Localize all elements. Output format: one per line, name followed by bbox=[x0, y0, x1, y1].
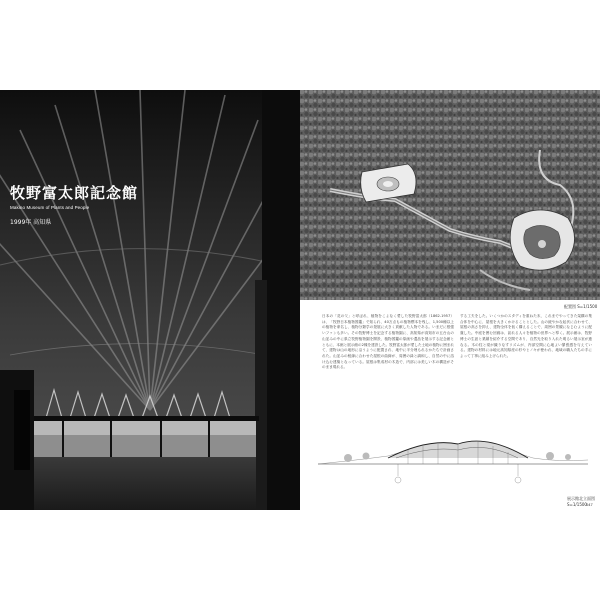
magazine-spread bbox=[0, 90, 600, 510]
project-title-block bbox=[10, 182, 138, 226]
section-elevation-drawing bbox=[318, 420, 588, 492]
interior-photo-page bbox=[0, 90, 300, 510]
project-year-location: 1999年 高知県 bbox=[10, 219, 52, 226]
aerial-site-image bbox=[300, 90, 600, 300]
interior-photo bbox=[0, 90, 300, 510]
body-text-column-1: 日本の「花の父」と呼ばれ、植物をこよなく愛した牧野富太郎（1862-1957）は、「牧野日本植物図鑑」で知られ、40万点もの植物標本を残し、1,500種以上の植物を命名し、植物分類学の発展に大きく貢献した人物である。いまだに根強いファンも多い。その牧野博士を記念する植物園に、高知県が高知市の五台山の山並みの中に県立牧野植物園を開設、植物図鑑の原画や遺品を展示する記念館とともに、本館と展示館の2棟を建設した。牧野富太郎が愛した土地の植物に囲まれて、建物は山の地形に沿うように配置され、地中に半分埋もれるかたちで計画された。山並みの稜線に合わせた屋根の曲線が、周囲の緑と調和し、自然の中に溶け込む建築となっている。屋根は集成材の木造で、内部には美しい木の構造がそのまま現れる。 bbox=[322, 314, 454, 370]
text-page bbox=[300, 90, 600, 510]
aerial-site-plan bbox=[300, 90, 600, 300]
body-text-column-2: する工夫をした。いくつかのスタディを重ねた末、これまでやってきた架構の集合体を中心に、屋根を大きくかけることとした。山の緩やかな起伏に合わせて、屋根の高さを抑え、建物全体を低く構えることで、周囲の景観になじむように配慮した。中庭を囲む回廊は、訪れる人々を植物の世界へと導く。展示館は、牧野博士の生涯と業績を紹介する空間であり、自然光を取り入れた明るい展示室が連なる。木の柱と梁が織りなすリズムが、内部空間に心地よい緊張感を与えている。建物の材料には地元高知県産の杉やヒノキが使われ、地域の職人たちの手によって丁寧に組み上げられた。 bbox=[460, 314, 592, 358]
project-title-japanese: 牧野富太郎記念館 bbox=[10, 184, 139, 202]
page-number: 047 bbox=[586, 502, 593, 507]
section-drawing-caption: 展示館北立面図 S=1/1500 bbox=[567, 496, 595, 507]
project-title-english: Makino Museum of Plants and People bbox=[10, 205, 90, 210]
site-plan-caption: 配置図 S=1/1500 bbox=[564, 304, 598, 309]
